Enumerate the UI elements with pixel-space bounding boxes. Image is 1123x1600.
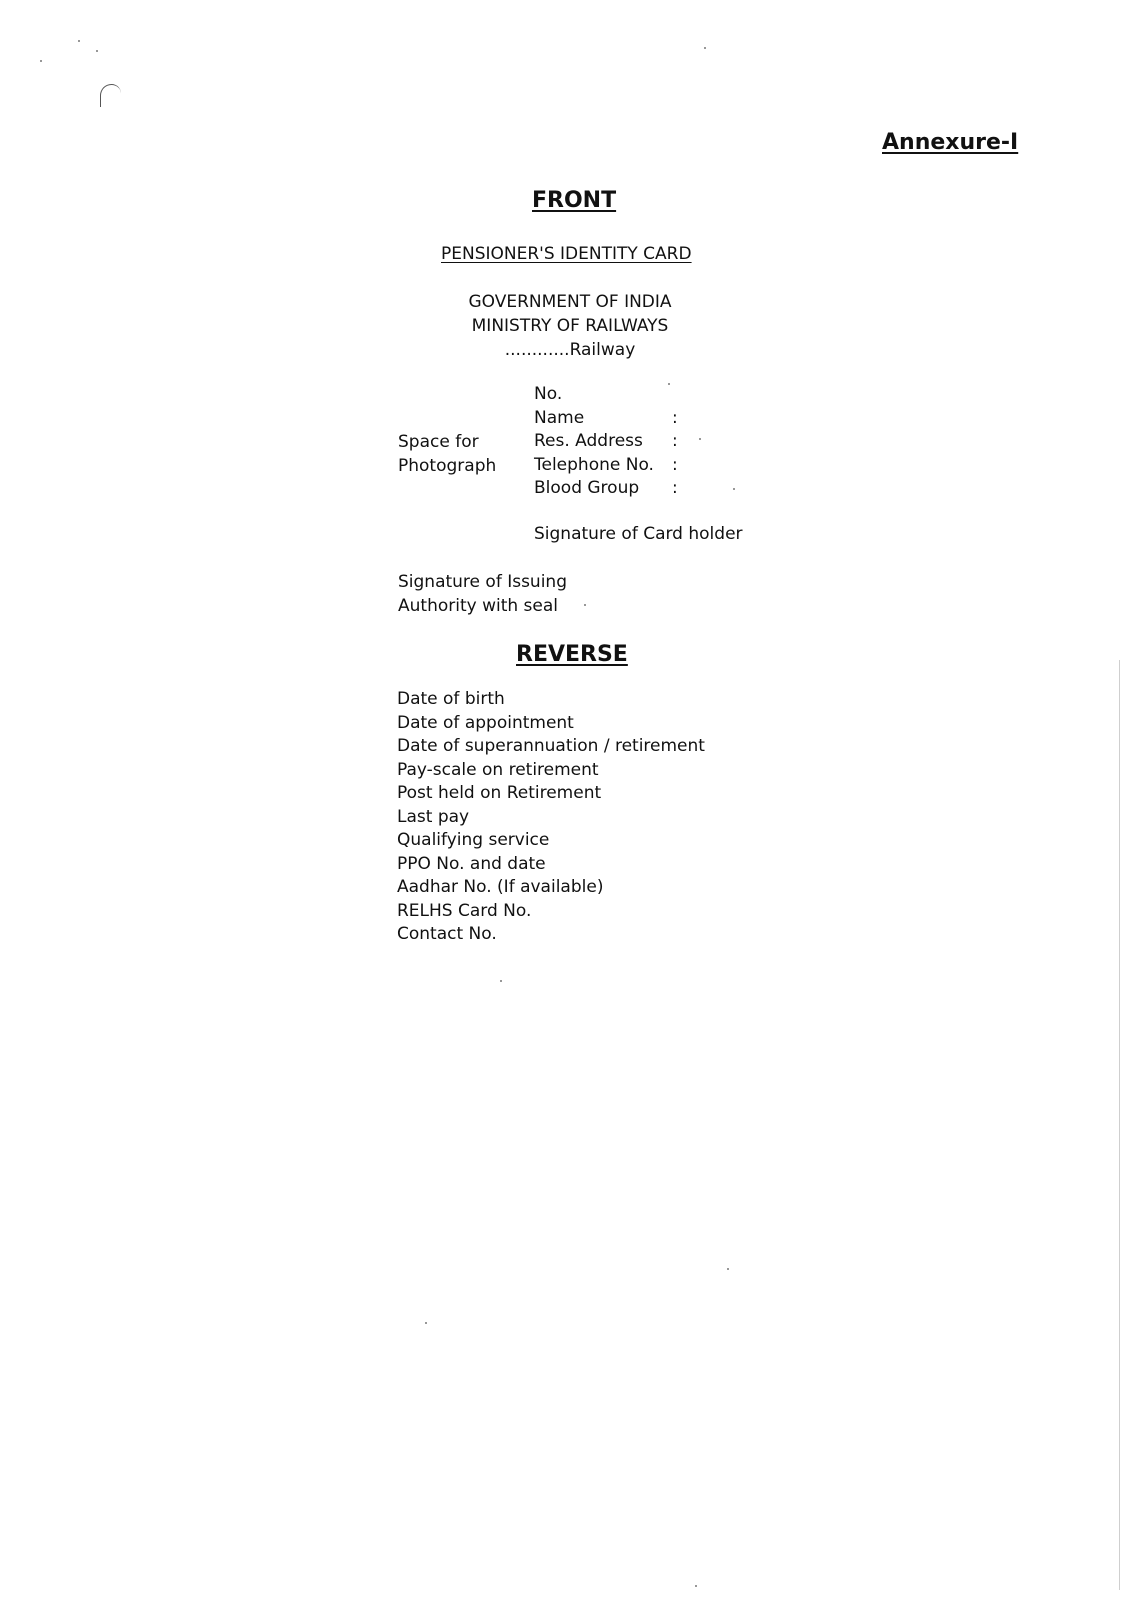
org-government: GOVERNMENT OF INDIA <box>468 292 672 312</box>
issuing-authority-signature <box>398 570 567 618</box>
field-row-blood-group <box>534 477 692 501</box>
field-label: Res. Address <box>534 431 643 451</box>
reverse-item: RELHS Card No. <box>397 900 532 921</box>
reverse-items <box>397 688 705 947</box>
field-label: Blood Group <box>534 478 640 498</box>
reverse-item: Qualifying service <box>397 830 550 850</box>
field-colon: : <box>672 431 678 451</box>
photo-space-line: Space for <box>398 432 479 452</box>
org-railway: ............Railway <box>504 340 636 360</box>
reverse-item: Aadhar No. (If available) <box>397 877 604 897</box>
field-label: No. <box>534 384 563 404</box>
issuing-line: Authority with seal <box>398 596 559 616</box>
card-title: PENSIONER'S IDENTITY CARD <box>441 244 692 264</box>
reverse-item: Contact No. <box>397 924 497 944</box>
scan-speck <box>425 1322 427 1324</box>
field-row-telephone <box>534 454 692 478</box>
reverse-item: Post held on Retirement <box>397 783 602 803</box>
field-row-address <box>534 430 692 454</box>
scan-edge-line <box>1119 660 1120 1590</box>
scan-speck <box>96 50 98 52</box>
photo-space <box>398 430 496 478</box>
photo-space-line: Photograph <box>398 456 497 476</box>
scan-speck <box>727 1268 729 1270</box>
organisation-block <box>440 290 700 362</box>
scan-speck <box>699 438 701 440</box>
reverse-heading: REVERSE <box>516 642 628 667</box>
annexure-label: Annexure-I <box>882 130 1019 155</box>
issuing-line: Signature of Issuing <box>398 572 567 592</box>
field-colon: : <box>672 407 678 428</box>
scan-speck <box>78 40 80 42</box>
front-heading: FRONT <box>532 188 617 213</box>
scan-speck <box>584 604 586 606</box>
field-colon: : <box>672 454 678 475</box>
field-colon <box>672 383 692 407</box>
reverse-item: Pay-scale on retirement <box>397 759 599 780</box>
field-row-number <box>534 383 692 407</box>
reverse-item: Date of appointment <box>397 712 574 733</box>
scan-speck <box>500 980 502 982</box>
org-ministry: MINISTRY OF RAILWAYS <box>471 316 669 336</box>
scan-speck <box>40 60 42 62</box>
reverse-item: Last pay <box>397 806 470 827</box>
reverse-item: Date of birth <box>397 689 505 709</box>
card-fields <box>534 383 692 501</box>
reverse-item: Date of superannuation / retirement <box>397 736 705 756</box>
scan-mark <box>100 84 121 107</box>
scan-speck <box>695 1585 697 1587</box>
cardholder-signature-label: Signature of Card holder <box>534 524 743 544</box>
field-label: Telephone No. <box>534 454 654 475</box>
reverse-item: PPO No. and date <box>397 853 546 874</box>
scan-speck <box>733 488 735 490</box>
field-colon: : <box>672 478 678 498</box>
field-row-name <box>534 407 692 431</box>
field-label: Name <box>534 407 585 428</box>
scan-speck <box>704 47 706 49</box>
